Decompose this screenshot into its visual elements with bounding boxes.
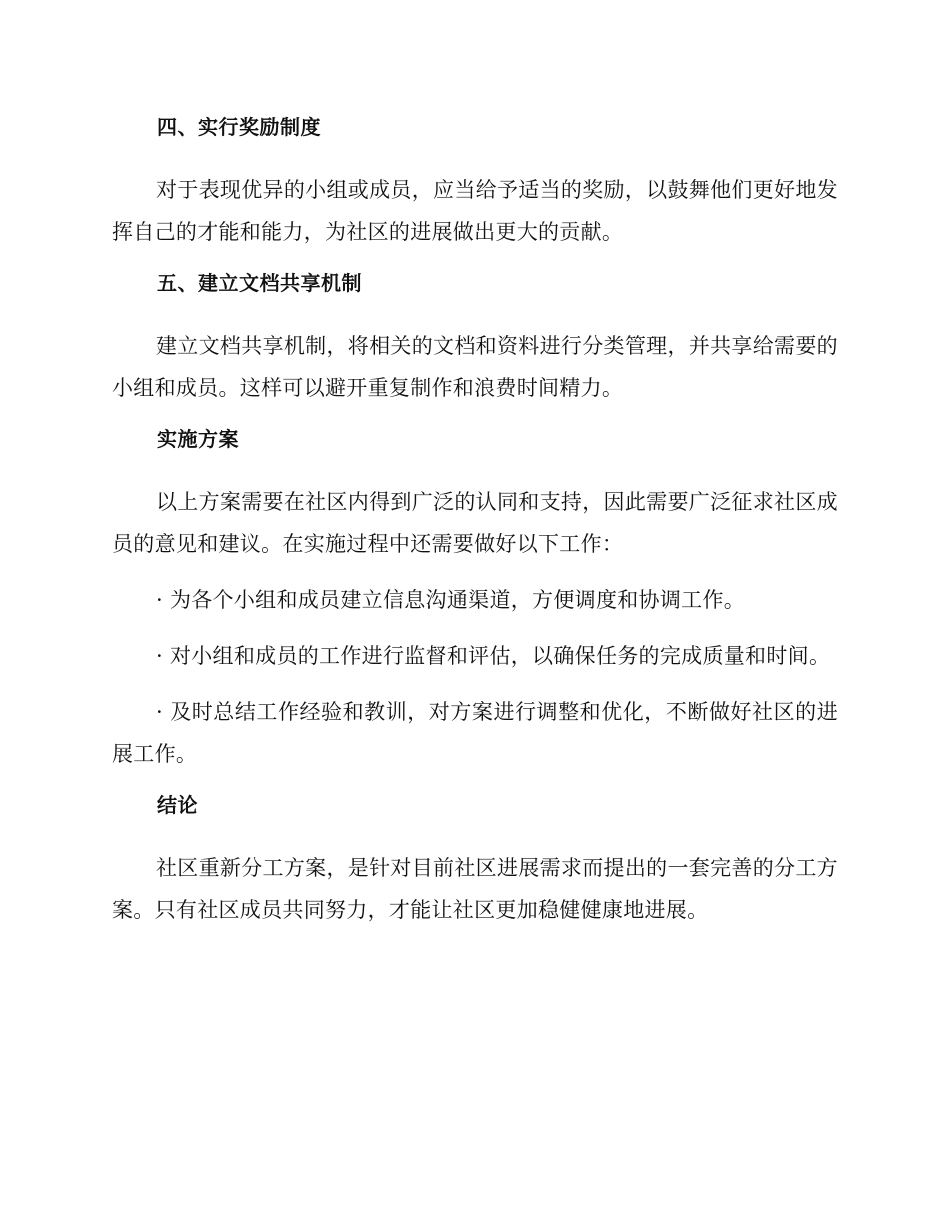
section-heading-doc-sharing: 五、建立文档共享机制 <box>157 271 362 295</box>
section-heading-conclusion: 结论 <box>157 793 198 817</box>
paragraph-rewards: 对于表现优异的小组或成员，应当给予适当的奖励，以鼓舞他们更好地发挥自己的才能和能力，为社区的进展做出更大的贡献。 <box>112 178 838 244</box>
paragraph-implementation: 以上方案需要在社区内得到广泛的认同和支持，因此需要广泛征求社区成员的意见和建议。在实施过程中还需要做好以下工作： <box>112 490 838 556</box>
paragraph-doc-sharing: 建立文档共享机制，将相关的文档和资料进行分类管理，并共享给需要的小组和成员。这样可以避开重复制作和浪费时间精力。 <box>112 334 838 400</box>
section-heading-rewards: 四、实行奖励制度 <box>157 115 321 139</box>
section-heading-implementation: 实施方案 <box>157 427 239 451</box>
bullet-item-communication: · 为各个小组和成员建立信息沟通渠道，方便调度和协调工作。 <box>156 588 746 612</box>
bullet-item-supervision: · 对小组和成员的工作进行监督和评估，以确保任务的完成质量和时间。 <box>156 644 831 668</box>
bullet-item-review: · 及时总结工作经验和教训，对方案进行调整和优化，不断做好社区的进展工作。 <box>112 700 838 766</box>
paragraph-conclusion: 社区重新分工方案，是针对目前社区进展需求而提出的一套完善的分工方案。只有社区成员共同努力，才能让社区更加稳健健康地进展。 <box>112 856 838 922</box>
